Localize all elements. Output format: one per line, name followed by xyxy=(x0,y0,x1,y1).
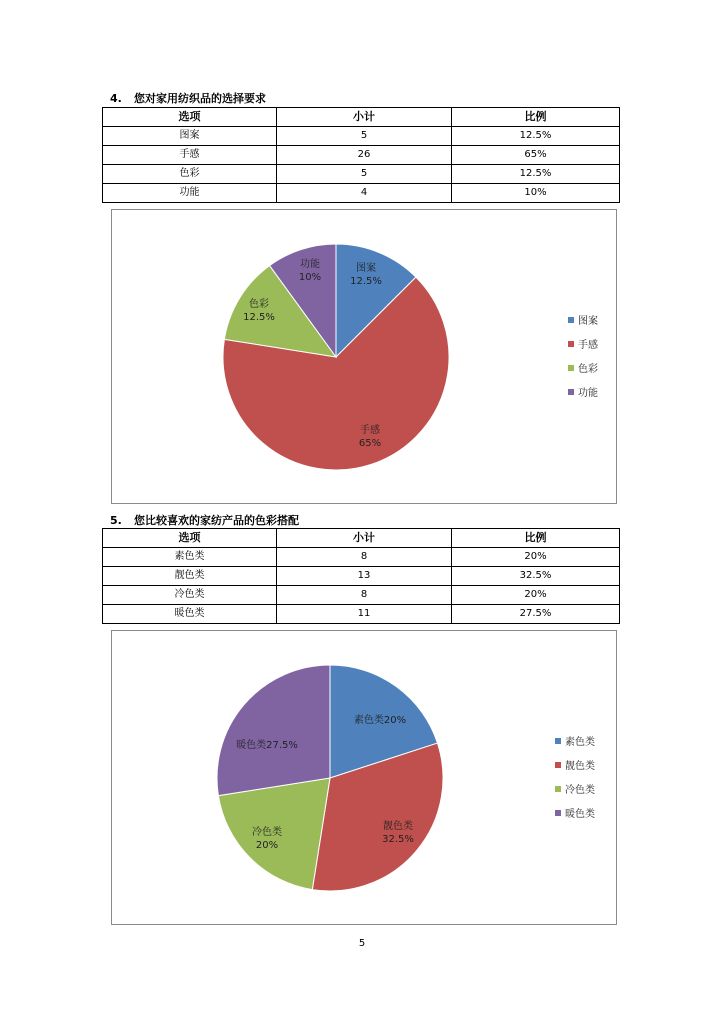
cell-count: 13 xyxy=(277,567,452,586)
table-row xyxy=(103,184,620,203)
pie-category-label: 冷色类 xyxy=(252,827,282,838)
cell-option: 冷色类 xyxy=(103,586,277,605)
pie-data-label: 12.5% xyxy=(243,312,275,323)
cell-option: 靓色类 xyxy=(103,567,277,586)
legend-item-label: 功能 xyxy=(578,388,598,399)
legend-item-label: 冷色类 xyxy=(565,785,595,796)
section-5-title xyxy=(110,512,299,528)
cell-ratio: 32.5% xyxy=(452,567,620,586)
cell-option: 功能 xyxy=(103,184,277,203)
cell-count: 5 xyxy=(277,127,452,146)
page-number: 5 xyxy=(358,938,366,949)
cell-count: 11 xyxy=(277,605,452,624)
section-4-table xyxy=(102,107,620,203)
table-row xyxy=(103,165,620,184)
cell-option: 色彩 xyxy=(103,165,277,184)
legend-swatch xyxy=(568,389,574,395)
header-option: 选项 xyxy=(103,529,277,548)
pie-category-label: 靓色类 xyxy=(383,821,413,832)
cell-ratio: 20% xyxy=(452,586,620,605)
section-5-number: 5. xyxy=(110,514,122,527)
cell-ratio: 20% xyxy=(452,548,620,567)
header-ratio: 比例 xyxy=(452,108,620,127)
header-option: 选项 xyxy=(103,108,277,127)
legend-item-label: 暖色类 xyxy=(565,809,595,820)
pie-category-label: 手感 xyxy=(360,425,380,436)
cell-ratio: 27.5% xyxy=(452,605,620,624)
pie-data-label: 20% xyxy=(255,840,279,851)
pie-category-label: 功能 xyxy=(300,259,320,270)
legend-swatch xyxy=(555,738,561,744)
cell-count: 8 xyxy=(277,586,452,605)
cell-count: 4 xyxy=(277,184,452,203)
table-row xyxy=(103,605,620,624)
cell-ratio: 10% xyxy=(452,184,620,203)
legend-item-label: 靓色类 xyxy=(565,761,595,772)
legend-item-label: 图案 xyxy=(578,316,598,327)
legend-swatch xyxy=(568,317,574,323)
pie-data-label: 32.5% xyxy=(382,834,414,845)
cell-count: 26 xyxy=(277,146,452,165)
cell-ratio: 12.5% xyxy=(452,127,620,146)
legend-swatch xyxy=(555,810,561,816)
table-row xyxy=(103,127,620,146)
pie-data-label: 素色类20% xyxy=(353,715,407,726)
cell-option: 手感 xyxy=(103,146,277,165)
legend-swatch xyxy=(555,786,561,792)
section-4-number: 4. xyxy=(110,92,122,105)
section-4-title xyxy=(110,90,266,106)
header-ratio: 比例 xyxy=(452,529,620,548)
pie-chart-2 xyxy=(111,630,617,925)
pie-chart-2-svg xyxy=(112,631,616,924)
pie-data-label: 12.5% xyxy=(350,276,382,287)
pie-category-label: 图案 xyxy=(356,263,376,274)
table-header-row xyxy=(103,529,620,548)
legend-swatch xyxy=(568,341,574,347)
table-row xyxy=(103,548,620,567)
section-4-title-text: 您对家用纺织品的选择要求 xyxy=(134,92,266,105)
legend-item-label: 色彩 xyxy=(578,364,598,375)
table-header-row xyxy=(103,108,620,127)
pie-data-label: 65% xyxy=(358,438,382,449)
legend-swatch xyxy=(555,762,561,768)
pie-slice-4 xyxy=(217,665,330,796)
pie-data-label: 10% xyxy=(298,272,322,283)
section-5-title-text: 您比较喜欢的家纺产品的色彩搭配 xyxy=(134,514,299,527)
cell-ratio: 65% xyxy=(452,146,620,165)
legend-swatch xyxy=(568,365,574,371)
pie-chart-1-svg xyxy=(112,210,616,503)
cell-count: 5 xyxy=(277,165,452,184)
cell-option: 素色类 xyxy=(103,548,277,567)
cell-ratio: 12.5% xyxy=(452,165,620,184)
legend-item-label: 手感 xyxy=(578,340,598,351)
section-5-table xyxy=(102,528,620,624)
table-row xyxy=(103,567,620,586)
legend-item-label: 素色类 xyxy=(565,737,595,748)
pie-chart-1 xyxy=(111,209,617,504)
pie-category-label: 色彩 xyxy=(249,299,269,310)
cell-option: 图案 xyxy=(103,127,277,146)
table-row xyxy=(103,586,620,605)
header-count: 小计 xyxy=(277,529,452,548)
header-count: 小计 xyxy=(277,108,452,127)
cell-option: 暖色类 xyxy=(103,605,277,624)
cell-count: 8 xyxy=(277,548,452,567)
pie-data-label: 暖色类27.5% xyxy=(236,740,298,751)
table-row xyxy=(103,146,620,165)
